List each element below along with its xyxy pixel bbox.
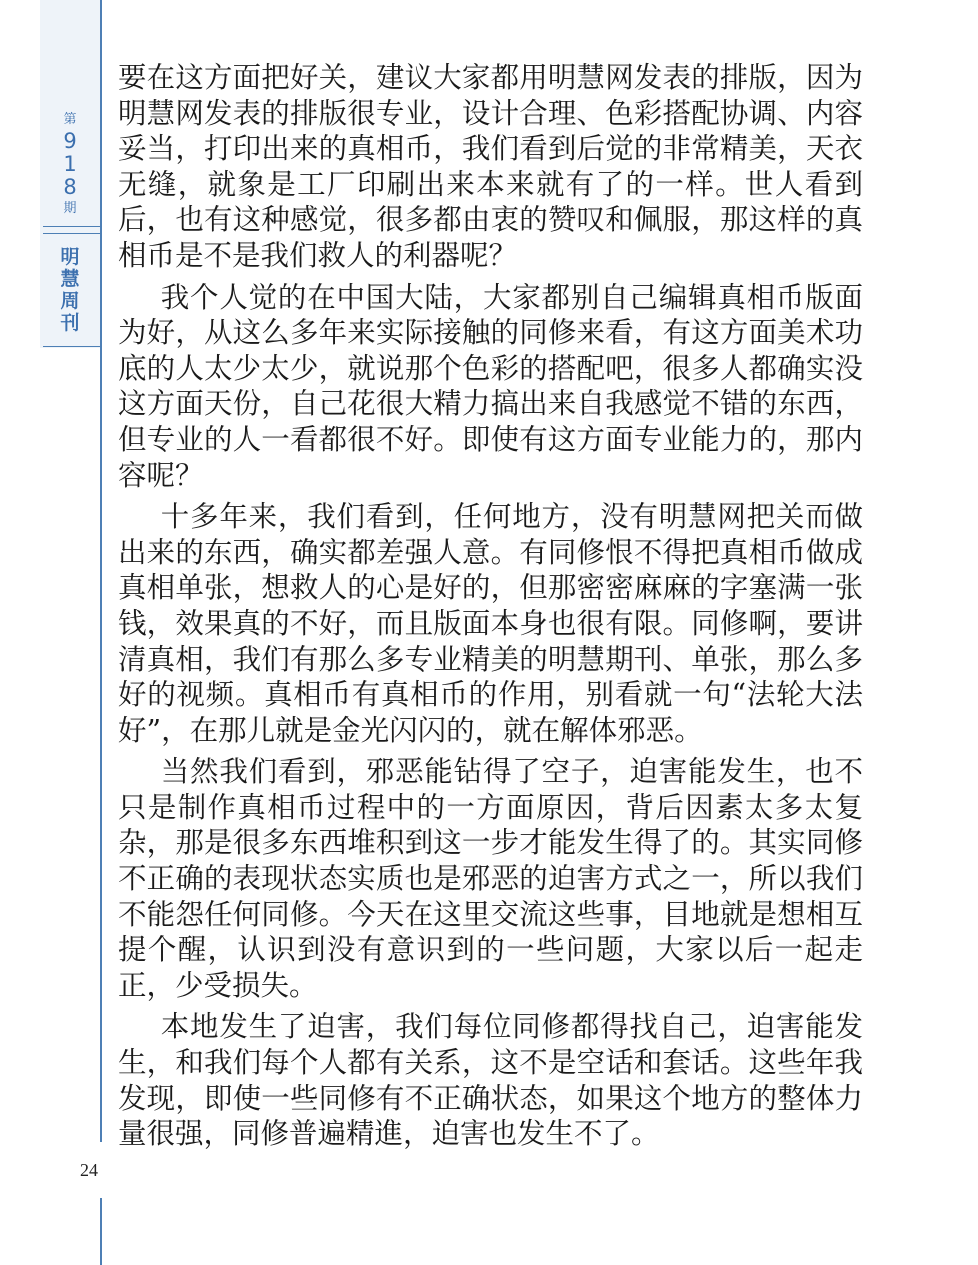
issue-digit: 8 bbox=[63, 175, 77, 199]
sidebar-vertical-rule bbox=[100, 0, 102, 1142]
sidebar-divider bbox=[43, 346, 100, 347]
magazine-title-char: 周 bbox=[60, 290, 80, 312]
magazine-title bbox=[40, 246, 100, 334]
issue-digit: 9 bbox=[63, 129, 77, 153]
sidebar-divider bbox=[43, 233, 100, 234]
paragraph: 当然我们看到，邪恶能钻得了空子，迫害能发生，也不只是制作真相币过程中的一方面原因，背后因素太多太复杂，那是很多东西堆积到这一步才能发生得了的。其实同修不正确的表现状态实质也是邪恶的迫害方式之一，所以我们不能怨任何同修。今天在这里交流这些事，目地就是想相互提个醒，认识到没有意识到的一些问题，大家以后一起走正，少受损失。 bbox=[118, 755, 863, 1002]
issue-digit: 1 bbox=[63, 152, 77, 176]
magazine-title-char: 刊 bbox=[60, 312, 80, 334]
page-number: 24 bbox=[80, 1160, 98, 1180]
issue-prefix: 第 bbox=[63, 112, 77, 127]
paragraph: 十多年来，我们看到，任何地方，没有明慧网把关而做出来的东西，确实都差强人意。有同修恨不得把真相币做成真相单张，想救人的心是好的，但那密密麻麻的字塞满一张钱，效果真的不好，而且版面本身也很有限。同修啊，要讲清真相，我们有那么多专业精美的明慧期刊、单张，那么多好的视频。真相币有真相币的作用，别看就一句“法轮大法好”，在那儿就是金光闪闪的，就在解体邪恶。 bbox=[118, 500, 863, 747]
magazine-title-char: 明 bbox=[60, 246, 80, 268]
issue-number bbox=[40, 110, 100, 219]
paragraph: 本地发生了迫害，我们每位同修都得找自己，迫害能发生，和我们每个人都有关系，这不是空话和套话。这些年我发现，即使一些同修有不正确状态，如果这个地方的整体力量很强，同修普遍精進，迫害也发生不了。 bbox=[118, 1010, 863, 1151]
magazine-title-char: 慧 bbox=[60, 268, 80, 290]
issue-suffix: 期 bbox=[63, 201, 77, 216]
paragraph: 要在这方面把好关，建议大家都用明慧网发表的排版，因为明慧网发表的排版很专业，设计合理、色彩搭配协调、内容妥当，打印出来的真相币，我们看到后觉的非常精美，天衣无缝，就象是工厂印刷出来本来就有了的一样。世人看到后，也有这种感觉，很多都由衷的赞叹和佩服，那这样的真相币是不是我们救人的利器呢？ bbox=[118, 61, 863, 272]
sidebar-vertical-rule-lower bbox=[100, 1198, 102, 1265]
article-body bbox=[118, 60, 863, 1158]
sidebar-divider bbox=[43, 226, 100, 227]
paragraph: 我个人觉的在中国大陆，大家都别自己编辑真相币版面为好，从这么多年来实际接触的同修来看，有这方面美术功底的人太少太少，就说那个色彩的搭配吧，很多人都确实没这方面天份，自己花很大精力搞出来自我感觉不错的东西，但专业的人一看都很不好。即使有这方面专业能力的，那内容呢？ bbox=[118, 280, 863, 492]
